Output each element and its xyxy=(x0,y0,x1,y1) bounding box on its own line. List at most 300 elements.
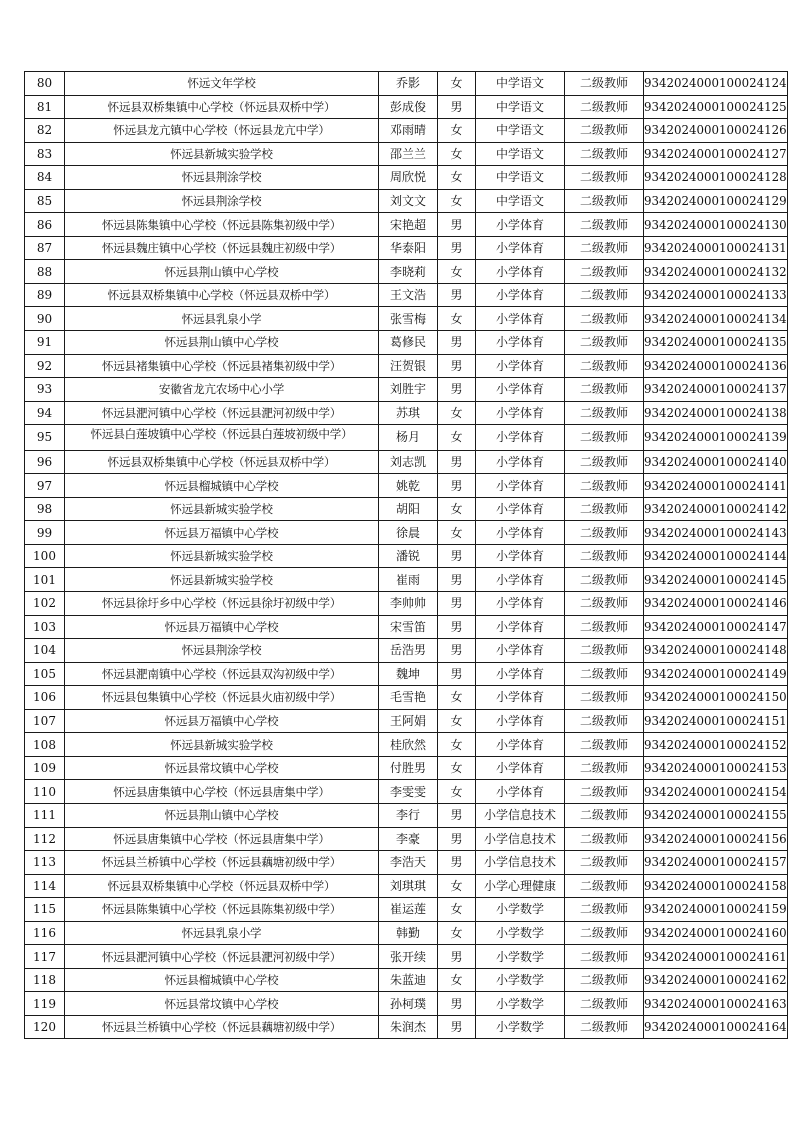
certificate-number-cell: 9342024000100024147 xyxy=(644,615,788,639)
subject-cell: 小学体育 xyxy=(476,592,565,616)
row-number-cell: 86 xyxy=(25,213,65,237)
table-row xyxy=(25,1015,788,1039)
gender-cell: 女 xyxy=(438,686,476,710)
school-cell: 怀远县常坟镇中心学校 xyxy=(65,756,379,780)
table-row xyxy=(25,189,788,213)
subject-cell: 小学体育 xyxy=(476,378,565,402)
row-number-cell: 84 xyxy=(25,166,65,190)
table-row xyxy=(25,851,788,875)
school-cell: 怀远县褚集镇中心学校（怀远县褚集初级中学） xyxy=(65,354,379,378)
subject-cell: 小学体育 xyxy=(476,236,565,260)
gender-cell: 女 xyxy=(438,142,476,166)
table-row xyxy=(25,992,788,1016)
row-number-cell: 94 xyxy=(25,401,65,425)
subject-cell: 小学信息技术 xyxy=(476,851,565,875)
subject-cell: 小学体育 xyxy=(476,686,565,710)
certificate-number-cell: 9342024000100024131 xyxy=(644,236,788,260)
table-row xyxy=(25,639,788,663)
gender-cell: 男 xyxy=(438,615,476,639)
certificate-number-cell: 9342024000100024151 xyxy=(644,709,788,733)
school-cell: 怀远县魏庄镇中心学校（怀远县魏庄初级中学） xyxy=(65,236,379,260)
row-number-cell: 83 xyxy=(25,142,65,166)
subject-cell: 小学数学 xyxy=(476,968,565,992)
school-cell: 怀远县万福镇中心学校 xyxy=(65,521,379,545)
row-number-cell: 112 xyxy=(25,827,65,851)
row-number-cell: 105 xyxy=(25,662,65,686)
name-cell: 刘琪琪 xyxy=(379,874,438,898)
certificate-number-cell: 9342024000100024153 xyxy=(644,756,788,780)
row-number-cell: 101 xyxy=(25,568,65,592)
row-number-cell: 110 xyxy=(25,780,65,804)
title-cell: 二级教师 xyxy=(565,592,644,616)
title-cell: 二级教师 xyxy=(565,119,644,143)
certificate-number-cell: 9342024000100024141 xyxy=(644,474,788,498)
school-cell: 怀远县乳泉小学 xyxy=(65,307,379,331)
table-row xyxy=(25,474,788,498)
row-number-cell: 82 xyxy=(25,119,65,143)
title-cell: 二级教师 xyxy=(565,450,644,474)
name-cell: 徐晨 xyxy=(379,521,438,545)
school-cell: 怀远县淝河镇中心学校（怀远县淝河初级中学） xyxy=(65,945,379,969)
name-cell: 李豪 xyxy=(379,827,438,851)
school-cell: 怀远县荆涂学校 xyxy=(65,189,379,213)
name-cell: 毛雪艳 xyxy=(379,686,438,710)
title-cell: 二级教师 xyxy=(565,756,644,780)
title-cell: 二级教师 xyxy=(565,686,644,710)
title-cell: 二级教师 xyxy=(565,1015,644,1039)
certificate-number-cell: 9342024000100024160 xyxy=(644,921,788,945)
row-number-cell: 90 xyxy=(25,307,65,331)
table-row xyxy=(25,780,788,804)
row-number-cell: 107 xyxy=(25,709,65,733)
title-cell: 二级教师 xyxy=(565,521,644,545)
certificate-number-cell: 9342024000100024144 xyxy=(644,544,788,568)
subject-cell: 小学体育 xyxy=(476,780,565,804)
title-cell: 二级教师 xyxy=(565,921,644,945)
title-cell: 二级教师 xyxy=(565,780,644,804)
title-cell: 二级教师 xyxy=(565,142,644,166)
title-cell: 二级教师 xyxy=(565,189,644,213)
title-cell: 二级教师 xyxy=(565,544,644,568)
school-cell: 怀远县徐圩乡中心学校（怀远县徐圩初级中学） xyxy=(65,592,379,616)
title-cell: 二级教师 xyxy=(565,851,644,875)
subject-cell: 小学体育 xyxy=(476,213,565,237)
certificate-number-cell: 9342024000100024139 xyxy=(644,425,788,451)
title-cell: 二级教师 xyxy=(565,827,644,851)
certificate-number-cell: 9342024000100024130 xyxy=(644,213,788,237)
row-number-cell: 108 xyxy=(25,733,65,757)
school-cell: 怀远县万福镇中心学校 xyxy=(65,709,379,733)
row-number-cell: 81 xyxy=(25,95,65,119)
gender-cell: 男 xyxy=(438,568,476,592)
school-cell: 怀远县陈集镇中心学校（怀远县陈集初级中学） xyxy=(65,213,379,237)
school-cell: 怀远县包集镇中心学校（怀远县火庙初级中学） xyxy=(65,686,379,710)
row-number-cell: 80 xyxy=(25,72,65,96)
certificate-number-cell: 9342024000100024148 xyxy=(644,639,788,663)
name-cell: 邓雨晴 xyxy=(379,119,438,143)
name-cell: 宋雪笛 xyxy=(379,615,438,639)
title-cell: 二级教师 xyxy=(565,283,644,307)
certificate-number-cell: 9342024000100024150 xyxy=(644,686,788,710)
subject-cell: 小学体育 xyxy=(476,450,565,474)
row-number-cell: 97 xyxy=(25,474,65,498)
school-cell: 怀远县兰桥镇中心学校（怀远县藕塘初级中学） xyxy=(65,851,379,875)
certificate-number-cell: 9342024000100024162 xyxy=(644,968,788,992)
gender-cell: 女 xyxy=(438,119,476,143)
title-cell: 二级教师 xyxy=(565,662,644,686)
gender-cell: 男 xyxy=(438,236,476,260)
school-cell: 怀远县榴城镇中心学校 xyxy=(65,968,379,992)
name-cell: 朱润杰 xyxy=(379,1015,438,1039)
gender-cell: 女 xyxy=(438,260,476,284)
school-cell: 怀远县榴城镇中心学校 xyxy=(65,474,379,498)
table-row xyxy=(25,756,788,780)
name-cell: 邵兰兰 xyxy=(379,142,438,166)
row-number-cell: 95 xyxy=(25,425,65,451)
title-cell: 二级教师 xyxy=(565,945,644,969)
school-cell: 怀远县荆涂学校 xyxy=(65,166,379,190)
table-row xyxy=(25,497,788,521)
school-cell: 怀远县荆山镇中心学校 xyxy=(65,803,379,827)
gender-cell: 女 xyxy=(438,72,476,96)
name-cell: 王阿娟 xyxy=(379,709,438,733)
subject-cell: 小学数学 xyxy=(476,945,565,969)
name-cell: 宋艳超 xyxy=(379,213,438,237)
title-cell: 二级教师 xyxy=(565,474,644,498)
title-cell: 二级教师 xyxy=(565,568,644,592)
gender-cell: 女 xyxy=(438,401,476,425)
school-cell: 怀远县新城实验学校 xyxy=(65,497,379,521)
title-cell: 二级教师 xyxy=(565,874,644,898)
name-cell: 周欣悦 xyxy=(379,166,438,190)
name-cell: 孙柯璞 xyxy=(379,992,438,1016)
row-number-cell: 111 xyxy=(25,803,65,827)
gender-cell: 女 xyxy=(438,425,476,451)
table-row xyxy=(25,568,788,592)
gender-cell: 男 xyxy=(438,992,476,1016)
table-row xyxy=(25,260,788,284)
gender-cell: 女 xyxy=(438,780,476,804)
row-number-cell: 120 xyxy=(25,1015,65,1039)
subject-cell: 小学体育 xyxy=(476,307,565,331)
certificate-number-cell: 9342024000100024126 xyxy=(644,119,788,143)
certificate-number-cell: 9342024000100024145 xyxy=(644,568,788,592)
subject-cell: 小学体育 xyxy=(476,260,565,284)
school-cell: 怀远县淝河镇中心学校（怀远县淝河初级中学） xyxy=(65,401,379,425)
school-cell: 怀远县双桥集镇中心学校（怀远县双桥中学） xyxy=(65,283,379,307)
gender-cell: 男 xyxy=(438,354,476,378)
school-cell: 怀远县双桥集镇中心学校（怀远县双桥中学） xyxy=(65,450,379,474)
school-cell: 怀远县新城实验学校 xyxy=(65,733,379,757)
row-number-cell: 85 xyxy=(25,189,65,213)
school-cell: 怀远县唐集镇中心学校（怀远县唐集中学） xyxy=(65,827,379,851)
table-row xyxy=(25,709,788,733)
certificate-number-cell: 9342024000100024159 xyxy=(644,898,788,922)
subject-cell: 中学语文 xyxy=(476,72,565,96)
table-row xyxy=(25,213,788,237)
table-row xyxy=(25,544,788,568)
name-cell: 张雪梅 xyxy=(379,307,438,331)
name-cell: 崔雨 xyxy=(379,568,438,592)
school-cell: 怀远县淝南镇中心学校（怀远县双沟初级中学） xyxy=(65,662,379,686)
name-cell: 汪贺银 xyxy=(379,354,438,378)
subject-cell: 小学体育 xyxy=(476,497,565,521)
school-cell: 怀远县万福镇中心学校 xyxy=(65,615,379,639)
gender-cell: 女 xyxy=(438,709,476,733)
gender-cell: 男 xyxy=(438,213,476,237)
name-cell: 苏琪 xyxy=(379,401,438,425)
subject-cell: 小学信息技术 xyxy=(476,803,565,827)
table-row xyxy=(25,425,788,451)
name-cell: 彭成俊 xyxy=(379,95,438,119)
title-cell: 二级教师 xyxy=(565,72,644,96)
title-cell: 二级教师 xyxy=(565,378,644,402)
name-cell: 付胜男 xyxy=(379,756,438,780)
subject-cell: 小学体育 xyxy=(476,283,565,307)
table-row xyxy=(25,803,788,827)
name-cell: 魏坤 xyxy=(379,662,438,686)
table-row xyxy=(25,733,788,757)
name-cell: 韩勤 xyxy=(379,921,438,945)
row-number-cell: 119 xyxy=(25,992,65,1016)
certificate-number-cell: 9342024000100024156 xyxy=(644,827,788,851)
gender-cell: 男 xyxy=(438,639,476,663)
school-cell: 怀远县双桥集镇中心学校（怀远县双桥中学） xyxy=(65,95,379,119)
table-row xyxy=(25,827,788,851)
school-cell: 怀远县新城实验学校 xyxy=(65,142,379,166)
subject-cell: 小学数学 xyxy=(476,921,565,945)
subject-cell: 小学体育 xyxy=(476,354,565,378)
school-cell: 怀远县双桥集镇中心学校（怀远县双桥中学） xyxy=(65,874,379,898)
title-cell: 二级教师 xyxy=(565,95,644,119)
title-cell: 二级教师 xyxy=(565,709,644,733)
certificate-number-cell: 9342024000100024163 xyxy=(644,992,788,1016)
subject-cell: 小学体育 xyxy=(476,709,565,733)
title-cell: 二级教师 xyxy=(565,803,644,827)
row-number-cell: 102 xyxy=(25,592,65,616)
gender-cell: 男 xyxy=(438,662,476,686)
name-cell: 胡阳 xyxy=(379,497,438,521)
name-cell: 桂欣然 xyxy=(379,733,438,757)
gender-cell: 男 xyxy=(438,592,476,616)
certificate-number-cell: 9342024000100024132 xyxy=(644,260,788,284)
table-row xyxy=(25,236,788,260)
table-row xyxy=(25,898,788,922)
certificate-number-cell: 9342024000100024138 xyxy=(644,401,788,425)
certificate-number-cell: 9342024000100024146 xyxy=(644,592,788,616)
subject-cell: 小学体育 xyxy=(476,401,565,425)
title-cell: 二级教师 xyxy=(565,968,644,992)
title-cell: 二级教师 xyxy=(565,401,644,425)
table-body xyxy=(25,72,788,1039)
gender-cell: 女 xyxy=(438,733,476,757)
gender-cell: 男 xyxy=(438,851,476,875)
table-row xyxy=(25,142,788,166)
subject-cell: 小学体育 xyxy=(476,521,565,545)
school-cell: 怀远县龙亢镇中心学校（怀远县龙亢中学） xyxy=(65,119,379,143)
row-number-cell: 104 xyxy=(25,639,65,663)
school-cell: 怀远县新城实验学校 xyxy=(65,544,379,568)
teacher-roster-table xyxy=(24,71,788,1039)
subject-cell: 中学语文 xyxy=(476,95,565,119)
certificate-number-cell: 9342024000100024158 xyxy=(644,874,788,898)
title-cell: 二级教师 xyxy=(565,260,644,284)
row-number-cell: 109 xyxy=(25,756,65,780)
certificate-number-cell: 9342024000100024125 xyxy=(644,95,788,119)
row-number-cell: 100 xyxy=(25,544,65,568)
title-cell: 二级教师 xyxy=(565,992,644,1016)
subject-cell: 中学语文 xyxy=(476,166,565,190)
school-cell: 怀远县唐集镇中心学校（怀远县唐集中学） xyxy=(65,780,379,804)
title-cell: 二级教师 xyxy=(565,733,644,757)
gender-cell: 女 xyxy=(438,968,476,992)
subject-cell: 小学信息技术 xyxy=(476,827,565,851)
row-number-cell: 106 xyxy=(25,686,65,710)
school-cell: 怀远县荆山镇中心学校 xyxy=(65,331,379,355)
gender-cell: 男 xyxy=(438,474,476,498)
certificate-number-cell: 9342024000100024161 xyxy=(644,945,788,969)
row-number-cell: 117 xyxy=(25,945,65,969)
gender-cell: 男 xyxy=(438,95,476,119)
subject-cell: 中学语文 xyxy=(476,142,565,166)
title-cell: 二级教师 xyxy=(565,639,644,663)
gender-cell: 女 xyxy=(438,521,476,545)
name-cell: 朱蓝迪 xyxy=(379,968,438,992)
certificate-number-cell: 9342024000100024137 xyxy=(644,378,788,402)
school-cell: 怀远县白莲坡镇中心学校（怀远县白莲坡初级中学） xyxy=(65,425,379,451)
name-cell: 潘锐 xyxy=(379,544,438,568)
name-cell: 华泰阳 xyxy=(379,236,438,260)
row-number-cell: 92 xyxy=(25,354,65,378)
certificate-number-cell: 9342024000100024140 xyxy=(644,450,788,474)
table-row xyxy=(25,95,788,119)
table-row xyxy=(25,378,788,402)
row-number-cell: 99 xyxy=(25,521,65,545)
certificate-number-cell: 9342024000100024124 xyxy=(644,72,788,96)
row-number-cell: 103 xyxy=(25,615,65,639)
table-row xyxy=(25,592,788,616)
title-cell: 二级教师 xyxy=(565,898,644,922)
title-cell: 二级教师 xyxy=(565,331,644,355)
row-number-cell: 89 xyxy=(25,283,65,307)
subject-cell: 中学语文 xyxy=(476,119,565,143)
subject-cell: 小学体育 xyxy=(476,662,565,686)
name-cell: 姚乾 xyxy=(379,474,438,498)
subject-cell: 小学体育 xyxy=(476,544,565,568)
gender-cell: 女 xyxy=(438,497,476,521)
gender-cell: 女 xyxy=(438,307,476,331)
certificate-number-cell: 9342024000100024152 xyxy=(644,733,788,757)
certificate-number-cell: 9342024000100024157 xyxy=(644,851,788,875)
certificate-number-cell: 9342024000100024143 xyxy=(644,521,788,545)
subject-cell: 小学体育 xyxy=(476,639,565,663)
school-cell: 怀远文年学校 xyxy=(65,72,379,96)
school-cell: 怀远县陈集镇中心学校（怀远县陈集初级中学） xyxy=(65,898,379,922)
title-cell: 二级教师 xyxy=(565,213,644,237)
table-row xyxy=(25,331,788,355)
school-cell: 怀远县荆山镇中心学校 xyxy=(65,260,379,284)
name-cell: 崔运莲 xyxy=(379,898,438,922)
row-number-cell: 113 xyxy=(25,851,65,875)
gender-cell: 男 xyxy=(438,283,476,307)
table-row xyxy=(25,307,788,331)
row-number-cell: 114 xyxy=(25,874,65,898)
school-cell: 安徽省龙亢农场中心小学 xyxy=(65,378,379,402)
certificate-number-cell: 9342024000100024136 xyxy=(644,354,788,378)
gender-cell: 男 xyxy=(438,544,476,568)
name-cell: 李浩天 xyxy=(379,851,438,875)
subject-cell: 小学数学 xyxy=(476,992,565,1016)
gender-cell: 男 xyxy=(438,331,476,355)
table-row xyxy=(25,521,788,545)
title-cell: 二级教师 xyxy=(565,425,644,451)
row-number-cell: 87 xyxy=(25,236,65,260)
certificate-number-cell: 9342024000100024164 xyxy=(644,1015,788,1039)
table-row xyxy=(25,354,788,378)
gender-cell: 女 xyxy=(438,166,476,190)
subject-cell: 小学体育 xyxy=(476,331,565,355)
table-row xyxy=(25,450,788,474)
name-cell: 刘文文 xyxy=(379,189,438,213)
table-row xyxy=(25,686,788,710)
title-cell: 二级教师 xyxy=(565,236,644,260)
table-row xyxy=(25,283,788,307)
name-cell: 刘胜宇 xyxy=(379,378,438,402)
gender-cell: 女 xyxy=(438,921,476,945)
gender-cell: 女 xyxy=(438,898,476,922)
certificate-number-cell: 9342024000100024134 xyxy=(644,307,788,331)
certificate-number-cell: 9342024000100024127 xyxy=(644,142,788,166)
name-cell: 李行 xyxy=(379,803,438,827)
name-cell: 李帅帅 xyxy=(379,592,438,616)
table-row xyxy=(25,166,788,190)
table-row xyxy=(25,662,788,686)
title-cell: 二级教师 xyxy=(565,615,644,639)
certificate-number-cell: 9342024000100024128 xyxy=(644,166,788,190)
name-cell: 岳浩男 xyxy=(379,639,438,663)
title-cell: 二级教师 xyxy=(565,307,644,331)
subject-cell: 小学数学 xyxy=(476,1015,565,1039)
row-number-cell: 98 xyxy=(25,497,65,521)
title-cell: 二级教师 xyxy=(565,166,644,190)
certificate-number-cell: 9342024000100024154 xyxy=(644,780,788,804)
name-cell: 刘志凯 xyxy=(379,450,438,474)
row-number-cell: 96 xyxy=(25,450,65,474)
name-cell: 张开续 xyxy=(379,945,438,969)
row-number-cell: 88 xyxy=(25,260,65,284)
subject-cell: 小学体育 xyxy=(476,474,565,498)
row-number-cell: 91 xyxy=(25,331,65,355)
name-cell: 乔影 xyxy=(379,72,438,96)
subject-cell: 小学体育 xyxy=(476,756,565,780)
table-row xyxy=(25,921,788,945)
certificate-number-cell: 9342024000100024155 xyxy=(644,803,788,827)
gender-cell: 女 xyxy=(438,874,476,898)
title-cell: 二级教师 xyxy=(565,497,644,521)
name-cell: 王文浩 xyxy=(379,283,438,307)
title-cell: 二级教师 xyxy=(565,354,644,378)
name-cell: 杨月 xyxy=(379,425,438,451)
gender-cell: 男 xyxy=(438,450,476,474)
name-cell: 李晓莉 xyxy=(379,260,438,284)
certificate-number-cell: 9342024000100024149 xyxy=(644,662,788,686)
table-row xyxy=(25,968,788,992)
row-number-cell: 116 xyxy=(25,921,65,945)
table-row xyxy=(25,119,788,143)
certificate-number-cell: 9342024000100024129 xyxy=(644,189,788,213)
name-cell: 李雯雯 xyxy=(379,780,438,804)
school-cell: 怀远县兰桥镇中心学校（怀远县藕塘初级中学） xyxy=(65,1015,379,1039)
